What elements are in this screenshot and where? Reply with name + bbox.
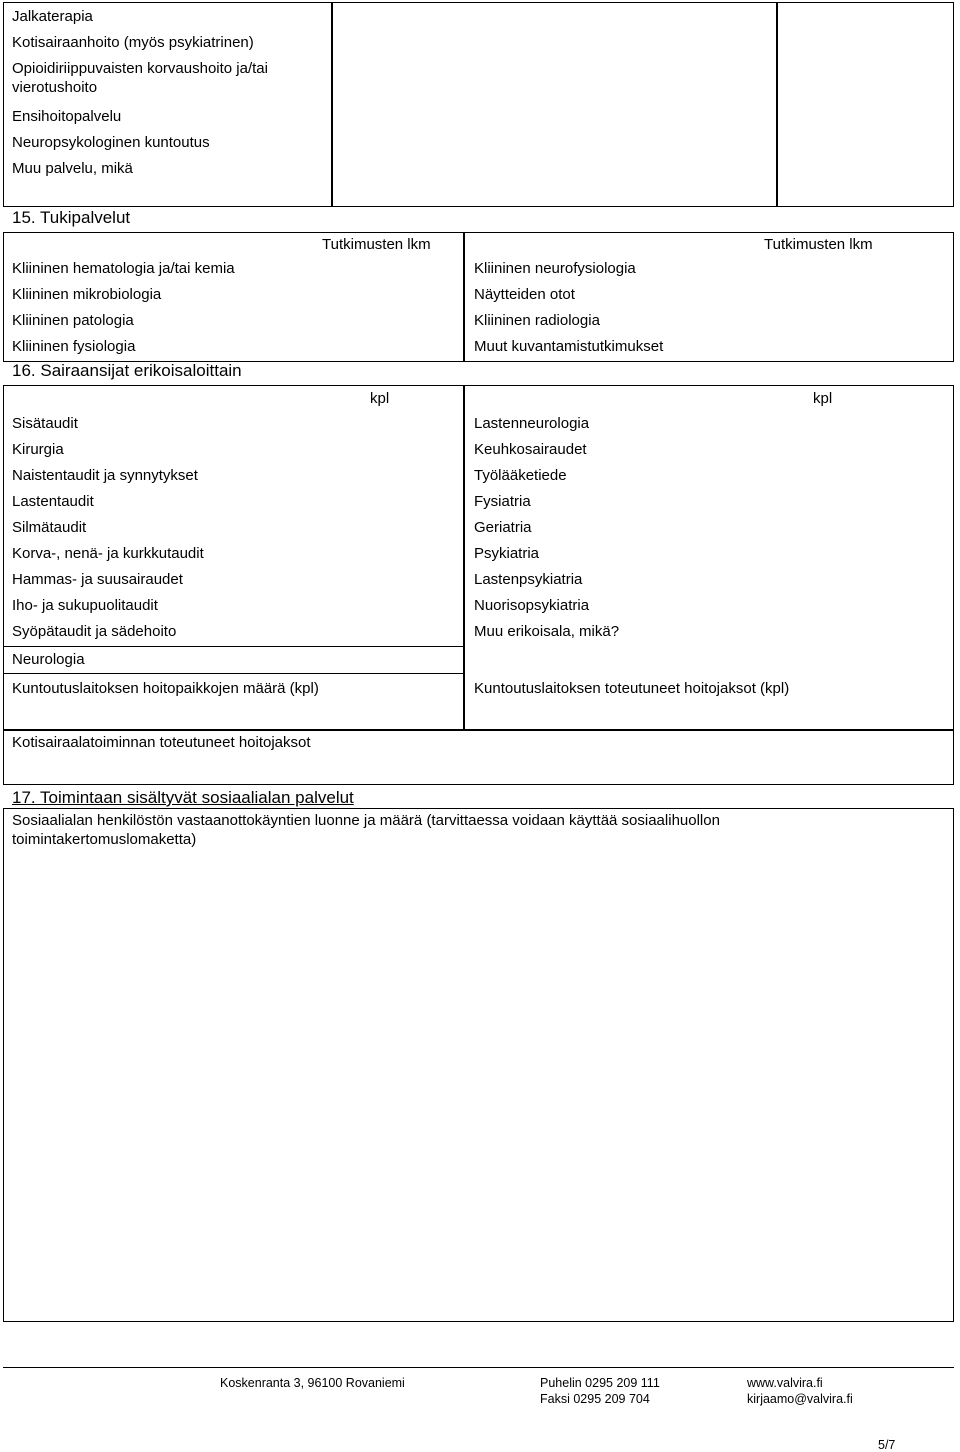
section17-description: toimintakertomuslomaketta) [12,831,197,848]
section17-description: Sosiaalialan henkilöstön vastaanottokäyntien luonne ja määrä (tarvittaessa voidaan käyttää sosiaalihuollon [12,812,720,829]
section16-right-row: Lastenpsykiatria [474,571,583,588]
section14-row-label: Neuropsykologinen kuntoutus [12,134,210,151]
section15-right-row: Muut kuvantamistutkimukset [474,338,664,355]
section16-right-row: Työlääketiede [474,467,567,484]
section16-right-row: Psykiatria [474,545,540,562]
home-care-label: Kotisairaalatoiminnan toteutuneet hoitojaksot [12,734,311,751]
section16-right-row: Keuhkosairaudet [474,441,587,458]
footer-address: Koskenranta 3, 96100 Rovaniemi [220,1376,405,1390]
section16-right-row: Fysiatria [474,493,531,510]
section16-row-divider [3,646,464,647]
rehab-periods-label: Kuntoutuslaitoksen toteutuneet hoitojaksot (kpl) [474,680,790,697]
section14-row-label: Jalkaterapia [12,8,93,25]
section16-left-row: Naistentaudit ja synnytykset [12,467,198,484]
section16-left-row: Syöpätaudit ja sädehoito [12,623,177,640]
section14-table [3,2,954,207]
section16-row-divider [3,729,954,731]
section14-row-label: Kotisairaanhoito (myös psykiatrinen) [12,34,254,51]
section16-right-row: Geriatria [474,519,532,536]
section16-left-row: Lastentaudit [12,493,94,510]
section16-column-divider [463,385,465,729]
footer-rule [3,1367,954,1368]
section14-column-divider [331,2,333,207]
section16-left-row: Korva-, nenä- ja kurkkutaudit [12,545,204,562]
footer-web: www.valvira.fi [747,1376,823,1390]
section15-count-header: Tutkimusten lkm [764,236,873,253]
section14-row-label: vierotushoito [12,79,98,96]
section16-title: 16. Sairaansijat erikoisaloittain [12,361,242,380]
footer-fax: Faksi 0295 209 704 [540,1392,650,1406]
section16-left-row: Silmätaudit [12,519,87,536]
footer-email: kirjaamo@valvira.fi [747,1392,853,1406]
section15-title: 15. Tukipalvelut [12,208,131,227]
section15-left-row: Kliininen fysiologia [12,338,136,355]
page-number: 5/7 [878,1438,896,1452]
section16-right-row: Lastenneurologia [474,415,590,432]
section16-right-row: Nuorisopsykiatria [474,597,590,614]
section14-row-label: Muu palvelu, mikä [12,160,133,177]
section15-left-row: Kliininen hematologia ja/tai kemia [12,260,235,277]
section16-count-header: kpl [370,390,390,407]
section16-left-row: Hammas- ja suusairaudet [12,571,183,588]
section16-left-row: Sisätaudit [12,415,78,432]
section15-right-row: Näytteiden otot [474,286,575,303]
section15-right-row: Kliininen radiologia [474,312,600,329]
section16-left-row: Iho- ja sukupuolitaudit [12,597,158,614]
section16-right-row: Muu erikoisala, mikä? [474,623,620,640]
section15-left-row: Kliininen patologia [12,312,134,329]
section15-count-header: Tutkimusten lkm [322,236,431,253]
footer-phone: Puhelin 0295 209 111 [540,1376,660,1390]
section14-row-label: Opioidiriippuvaisten korvaushoito ja/tai [12,60,268,77]
section14-row-label: Ensihoitopalvelu [12,108,122,125]
section16-count-header: kpl [813,390,833,407]
section15-left-row: Kliininen mikrobiologia [12,286,162,303]
rehab-places-label: Kuntoutuslaitoksen hoitopaikkojen määrä (kpl) [12,680,319,697]
section15-column-divider [463,232,465,362]
section16-left-row: Neurologia [12,651,85,668]
section17-textarea[interactable] [3,808,954,1322]
section15-right-row: Kliininen neurofysiologia [474,260,636,277]
section16-left-row: Kirurgia [12,441,64,458]
section14-column-divider [776,2,778,207]
section17-title: 17. Toimintaan sisältyvät sosiaalialan palvelut [12,788,354,807]
section16-row-divider [3,673,464,674]
